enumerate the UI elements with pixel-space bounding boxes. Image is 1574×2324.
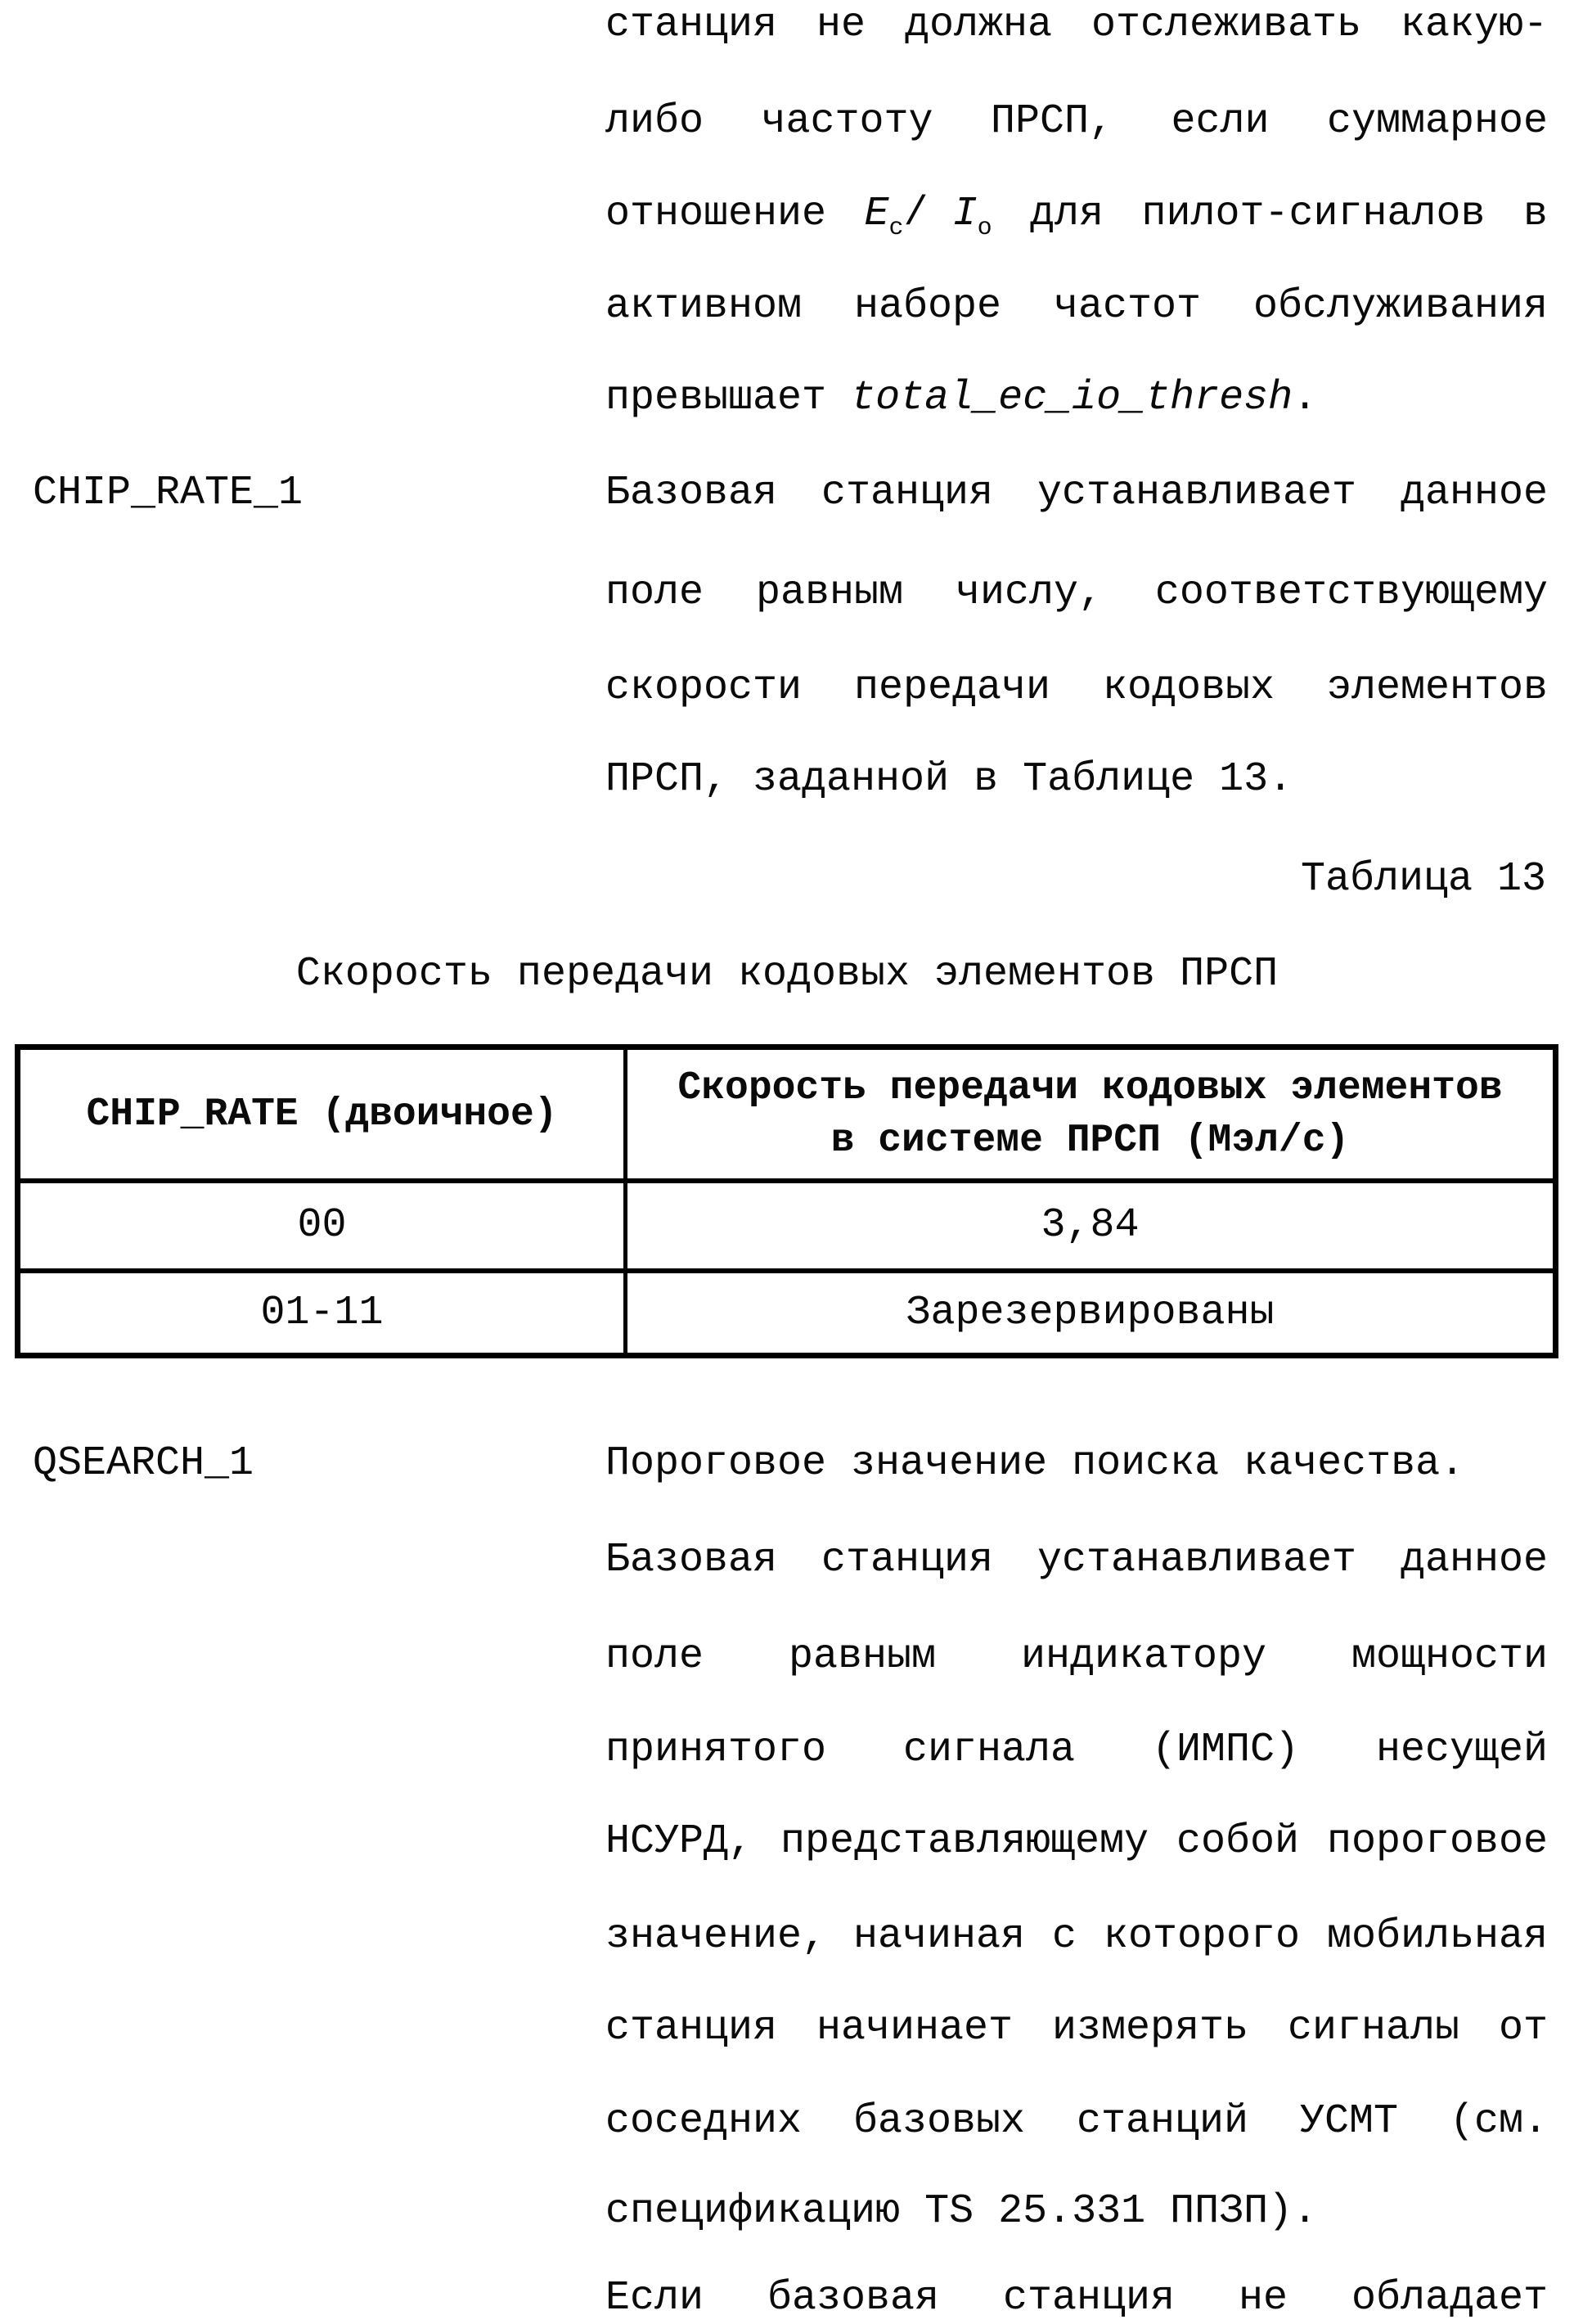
body-line: Пороговое значение поиска качества. (605, 1440, 1465, 1487)
formula-slash: / (903, 191, 929, 237)
body-line: НСУРД, представляющему собой пороговое (605, 1818, 1548, 1865)
table-cell-text: 01-11 (260, 1289, 384, 1336)
body-line: станция начинает измерять сигналы от (605, 2005, 1548, 2052)
body-text: превышает (605, 375, 827, 421)
table-title: Скорость передачи кодовых элементов ПРСП (295, 951, 1279, 998)
table-header-text: Скорость передачи кодовых элементов (677, 1065, 1503, 1110)
formula-e-sub: c (888, 214, 904, 242)
table-cell-speed-reserved (627, 1273, 1553, 1353)
body-line: либо частоту ПРСП, если суммарное (605, 98, 1548, 145)
formula-i-sub: o (977, 214, 992, 242)
body-line: станция не должна отслеживать какую- (605, 2, 1548, 48)
body-line: поле равным числу, соответствующему (605, 570, 1548, 616)
table-cell-text: Зарезервированы (906, 1289, 1275, 1336)
table-header-speed (627, 1050, 1553, 1183)
body-line: спецификацию TS 25.331 ППЗП). (605, 2188, 1318, 2235)
body-line: соседних базовых станций УСМТ (см. (605, 2098, 1548, 2145)
body-line: активном наборе частот обслуживания (605, 283, 1548, 330)
field-label-chip-rate-1: CHIP_RATE_1 (33, 470, 304, 516)
table-cell-text: 3,84 (1041, 1202, 1140, 1249)
body-line: поле равным индикатору мощности (605, 1633, 1548, 1680)
body-line: принятого сигнала (ИМПС) несущей (605, 1727, 1548, 1773)
table-cell-chip-rate-00 (20, 1183, 627, 1273)
body-line-ec-io (605, 191, 1548, 242)
field-label-qsearch-1: QSEARCH_1 (33, 1440, 254, 1487)
table-number-label: Таблица 13 (1300, 856, 1546, 903)
body-line: ПРСП, заданной в Таблице 13. (605, 756, 1293, 803)
body-line: Базовая станция устанавливает данное (605, 470, 1548, 516)
table-cell-chip-rate-01-11 (20, 1273, 627, 1353)
table-header-text: CHIP_RATE (двоичное) (86, 1092, 558, 1137)
body-text: . (1293, 375, 1318, 421)
body-line: Базовая станция устанавливает данное (605, 1537, 1548, 1583)
body-text: для пилот-сигналов в (1030, 191, 1548, 237)
table-header-text: в системе ПРСП (Мэл/с) (830, 1118, 1350, 1163)
threshold-variable: total_ec_io_thresh (851, 375, 1293, 421)
formula-i: I (952, 191, 978, 237)
chip-rate-table (15, 1044, 1558, 1358)
table-cell-speed-384 (627, 1183, 1553, 1273)
body-text: отношение (605, 191, 827, 237)
body-line-threshold (605, 375, 1548, 422)
body-line: скорости передачи кодовых элементов (605, 664, 1548, 711)
formula-e: E (864, 191, 889, 237)
table-header-chip-rate (20, 1050, 627, 1183)
ec-io-formula (864, 191, 992, 242)
table-cell-text: 00 (297, 1202, 347, 1249)
body-line: значение, начиная с которого мобильная (605, 1913, 1548, 1960)
body-line: Если базовая станция не обладает (605, 2275, 1548, 2322)
